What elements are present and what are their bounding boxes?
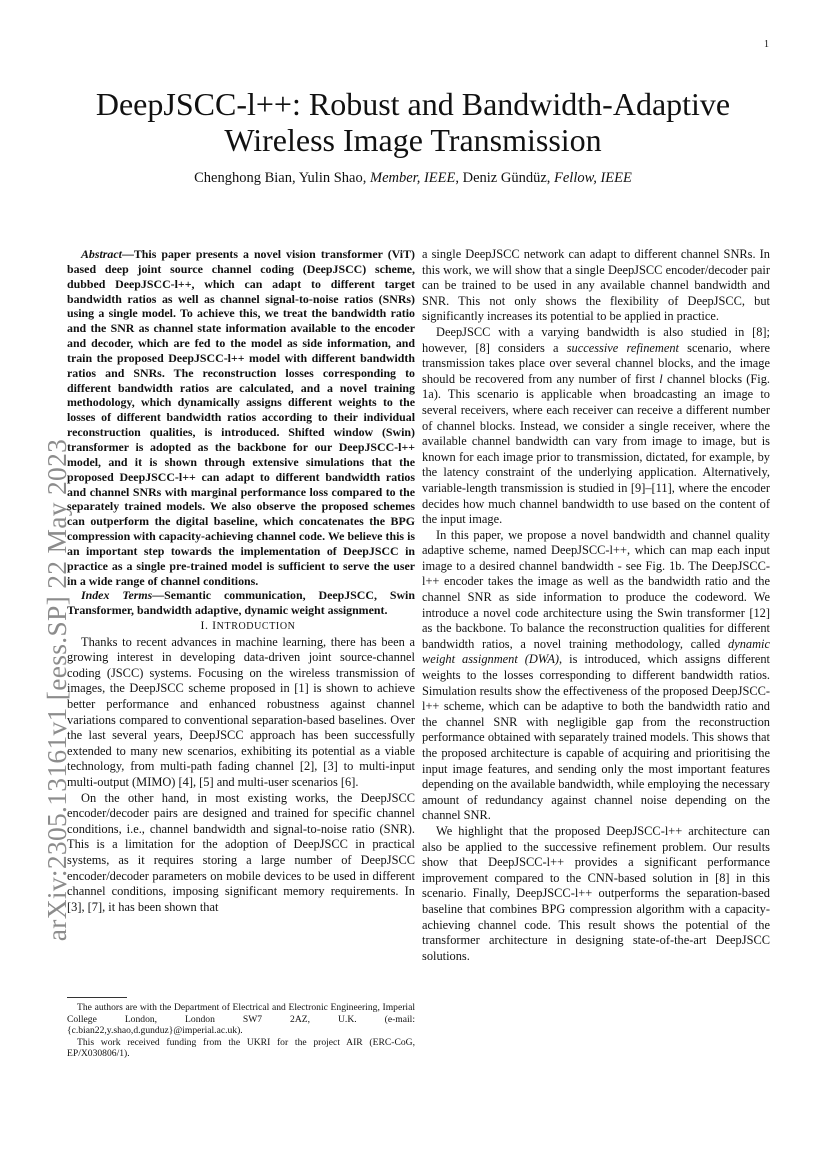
author-names-1: Chenghong Bian, Yulin Shao, [194, 170, 370, 186]
section-heading-introduction [67, 618, 415, 635]
author-role-member: Member, IEEE [370, 170, 456, 186]
right-column [422, 247, 770, 964]
math-variable-l: l [659, 371, 663, 386]
intro-paragraph-6: We highlight that the proposed DeepJSCC-l++ architecture can also be applied to the successive refinement problem. Our results show that DeepJSCC-l++ provides a significant performance improvement compared to the CNN-based solution in [8] in this scenario. Finally, DeepJSCC-l++ outperforms the separation-based baseline that combines BPG compression algorithm with a capacity-achieving channel code. This result shows the potential of the transformer architecture in designing state-of-the-art DeepJSCC solutions. [422, 823, 770, 963]
index-terms-text: —Semantic communication, DeepJSCC, Swin Transformer, bandwidth adaptive, dynamic weight assignment. [67, 588, 415, 618]
page-number: 1 [764, 39, 769, 50]
section-title-rest: NTRODUCTION [216, 621, 296, 633]
paper-title [80, 86, 746, 158]
section-first-letter: I [212, 618, 217, 633]
author-list [80, 170, 746, 187]
text-run: channel blocks (Fig. 1a). This scenario is applicable when broadcasting an image to several receivers, where each receiver can receive a different number of channel blocks. Instead, we consider a single receiver, where the available channel bandwidth can vary from image to image, but is known for each image prior to transmission, dictated, for example, by the latency constraint of the underlying application. Alternatively, variable-length transmission is studied in [9]–[11], where the encoder decides how much channel bandwidth to use based on the content of the input image. [422, 371, 770, 527]
title-line-2: Wireless Image Transmission [224, 122, 602, 158]
index-terms-label: Index Terms [81, 588, 153, 603]
abstract [67, 247, 415, 588]
text-run: scenario, where transmission takes place over several channel blocks, and the image should be recovered from any number of first [422, 340, 771, 386]
emphasis-successive-refinement: successive refinement [566, 340, 680, 355]
arxiv-identifier-stamp: arXiv:2305.13161v1 [eess.SP] 22 May 2023 [41, 438, 72, 942]
author-names-2: , Deniz Gündüz, [455, 170, 555, 186]
author-role-fellow: Fellow, IEEE [554, 170, 632, 186]
left-column [67, 247, 415, 915]
emphasis-dwa: dynamic weight assignment (DWA) [422, 636, 770, 667]
text-run: DeepJSCC with a varying bandwidth is also studied in [8]; however, [8] considers a [422, 324, 770, 355]
footnote-rule [67, 997, 127, 998]
intro-paragraph-3: a single DeepJSCC network can adapt to different channel SNRs. In this work, we will show that a single DeepJSCC encoder/decoder pair can be trained to be used in any available channel bandwidth and SNR. This not only shows the flexibility of DeepJSCC, but significantly increases its potential to be applied in practice. [422, 247, 770, 324]
index-terms [67, 588, 415, 618]
title-line-1: DeepJSCC-l++: Robust and Bandwidth-Adaptive [95, 86, 731, 122]
footnote-affiliation: The authors are with the Department of Electrical and Electronic Engineering, Imperial College London, London SW7 2AZ, U.K. (e-mail: {c.bian22,y.shao,d.gunduz}@imperial.ac.uk). [67, 1002, 415, 1037]
text-run: In this paper, we propose a novel bandwidth and channel quality adaptive scheme, named DeepJSCC-l++, which can map each input image to a desired channel bandwidth - see Fig. 1b. The DeepJSCC-l++ encoder takes the image as well as the bandwidth ratio and the channel SNR as side information to produce the codeword. We introduce a novel code architecture using the Swin transformer [12] as the backbone. To balance the reconstruction qualities for different bandwidth ratios, a novel training methodology, called [422, 527, 770, 651]
footnote-funding: This work received funding from the UKRI for the project AIR (ERC-CoG, EP/X030806/1). [67, 1036, 415, 1060]
text-run: , is introduced, which assigns different weights to the losses corresponding to different bandwidth ratios. Simulation results show the effectiveness of the proposed DeepJSCC-l++ scheme, which can be adaptive to both the bandwidth ratio and the channel SNR with negligible gap from the reconstruction performance obtained with separately trained models. This shows that the proposed architecture is capable of acquiring and prioritising the input image features, and sending only the most important features depending on the available bandwidth, while employing the necessary amount of redundancy against channel noise depending on the channel SNR. [422, 652, 770, 823]
abstract-text: —This paper presents a novel vision transformer (ViT) based deep joint source channel coding (DeepJSCC) scheme, dubbed DeepJSCC-l++, which can adapt to different target bandwidth ratios as well as channel signal-to-noise ratios (SNRs) using a single model. To achieve this, we treat the bandwidth ratio and the SNR as channel state information available to the encoder and decoder, which are fed to the model as side information, and train the proposed DeepJSCC-l++ model with different bandwidth ratios and SNRs. The reconstruction losses corresponding to different bandwidth ratios are calculated, and a novel training methodology, which dynamically assigns different weights to the losses of different bandwidth ratios according to their individual reconstruction qualities, is introduced. Shifted window (Swin) transformer is adopted as the backbone for our DeepJSCC-l++ model, and it is shown through extensive simulations that the proposed DeepJSCC-l++ can adapt to different bandwidth ratios and channel SNRs with marginal performance loss compared to the separately trained models. We also observe the proposed schemes can outperform the digital baseline, which concatenates the BPG compression with capacity-achieving channel code. We believe this is an important step towards the implementation of DeepJSCC in practice as a single pre-trained model is sufficient to serve the user in a wide range of channel conditions. [67, 247, 415, 588]
intro-paragraph-4 [422, 325, 770, 528]
section-number: I. [200, 618, 213, 633]
footnotes [67, 997, 415, 1060]
intro-paragraph-5 [422, 528, 770, 824]
intro-paragraph-1: Thanks to recent advances in machine learning, there has been a growing interest in developing data-driven joint source-channel coding (JSCC) systems. Focusing on the wireless transmission of images, the DeepJSCC scheme proposed in [1] is shown to achieve better performance and enhanced robustness against channel variations compared to conventional separation-based baselines. Over the last several years, DeepJSCC approach has been successfully extended to many new scenarios, exhibiting its potential as a viable technology, from multi-path fading channel [2], [3] to multi-input multi-output (MIMO) [4], [5] and multi-user scenarios [6]. [67, 634, 415, 790]
intro-paragraph-2: On the other hand, in most existing works, the DeepJSCC encoder/decoder pairs are designed and trained for specific channel conditions, i.e., channel bandwidth and signal-to-noise ratio (SNR). This is a limitation for the adoption of DeepJSCC in practical systems, as it requires storing a large number of DeepJSCC encoder/decoder parameters on mobile devices to be used in different channel conditions, imposing significant memory requirements. In [3], [7], it has been shown that [67, 790, 415, 914]
abstract-label: Abstract [81, 247, 122, 261]
